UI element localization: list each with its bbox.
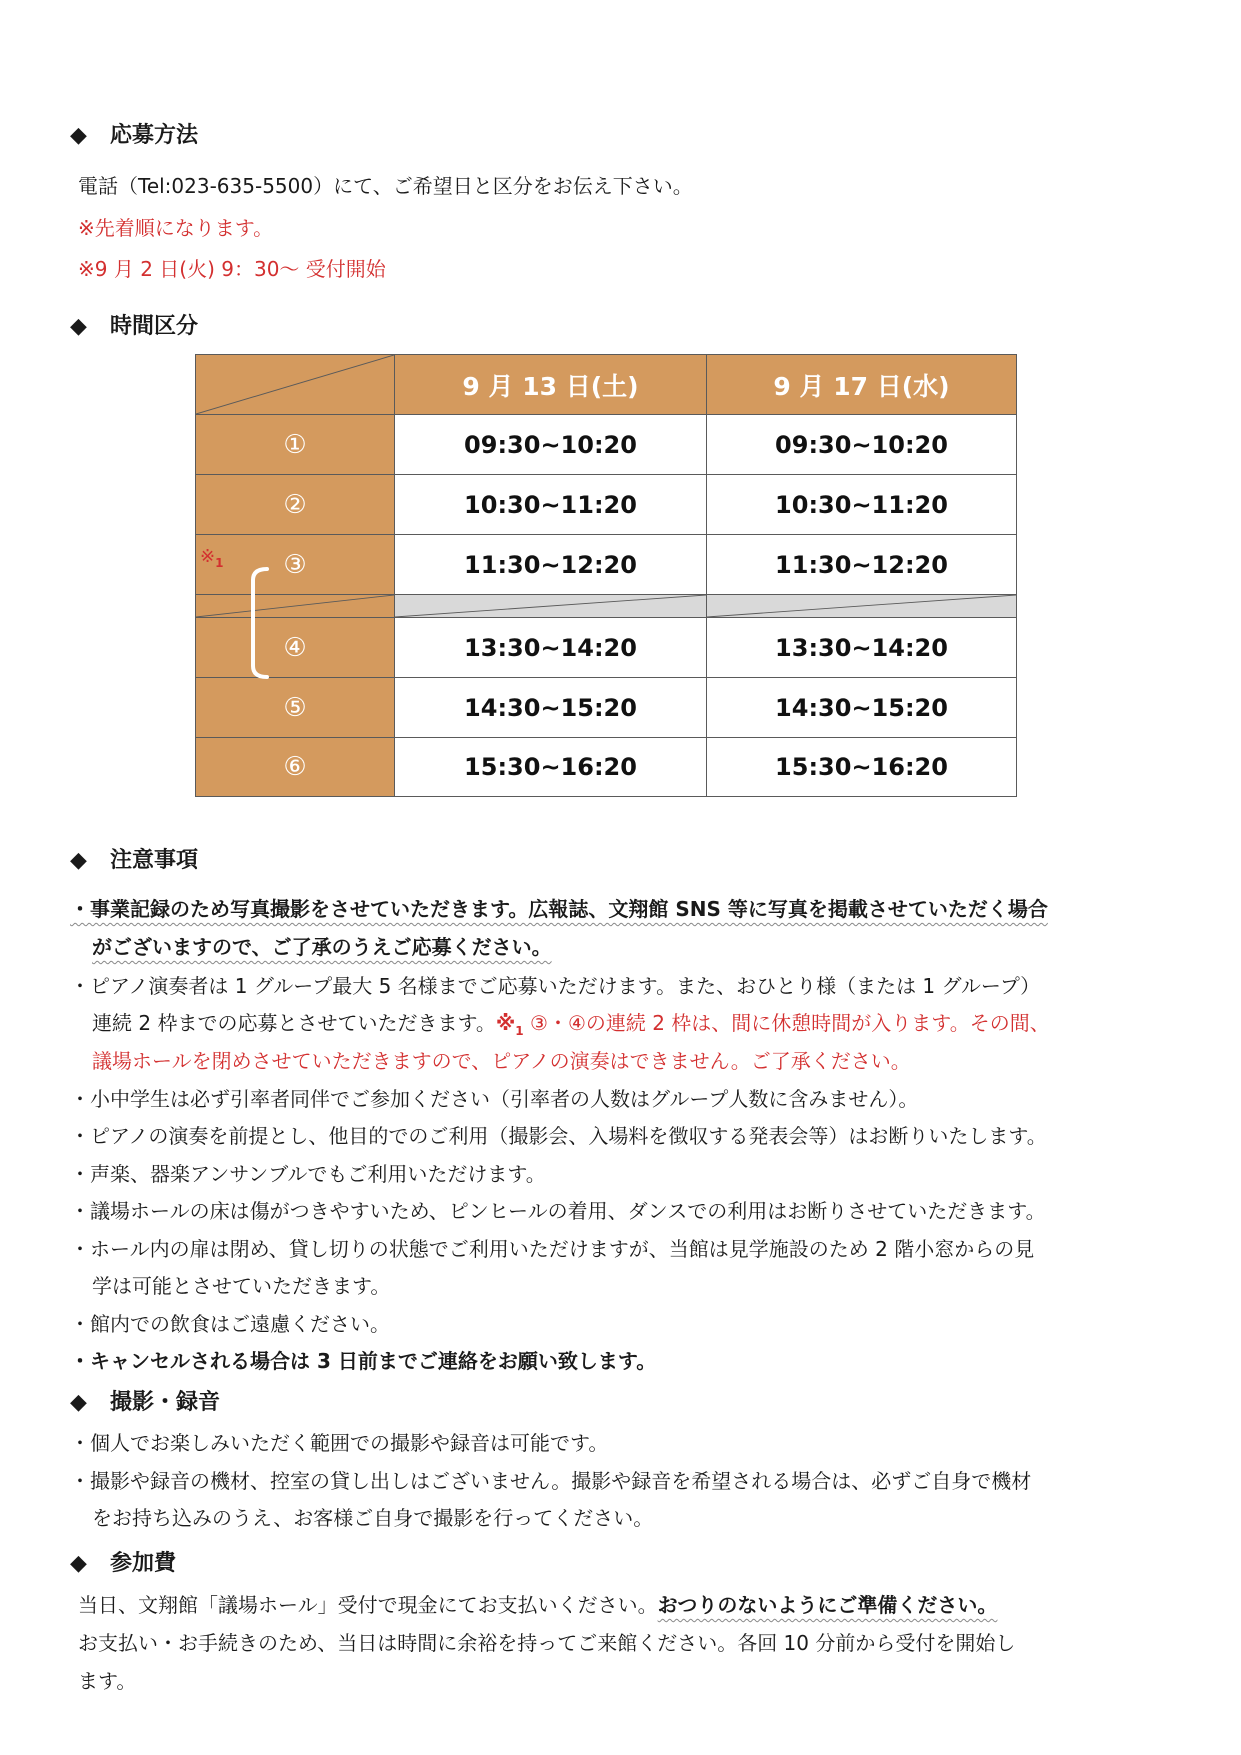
slot-label: ⑥ [195,737,395,797]
time-cell: 11:30~12:20 [706,534,1017,595]
column-header-date-2: 9 月 17 日(水) [706,354,1017,415]
time-cell: 09:30~10:20 [706,414,1017,475]
note-9: ・キャンセルされる場合は 3 日前までご連絡をお願い致します。 [70,1349,657,1373]
break-cell [195,594,395,618]
note-2b-mark-sub: 1 [515,1024,524,1038]
time-slots-heading: 時間区分 [110,314,199,339]
note-2b-mark: ※ [495,1011,516,1035]
slot-label: ② [195,474,395,535]
table-corner-cell [195,354,395,415]
diamond-icon: ◆ [70,1390,87,1415]
recording-1: ・個人でお楽しみいただく範囲での撮影や録音は可能です。 [70,1431,609,1455]
application-line3: ※9 月 2 日(火) 9：30～ 受付開始 [78,257,386,281]
note-mark-symbol: ※ [200,546,216,567]
break-cell [706,594,1017,618]
time-cell: 13:30~14:20 [706,617,1017,678]
note-5: ・声楽、器楽アンサンブルでもご利用いただけます。 [70,1162,546,1186]
note-4: ・ピアノの演奏を前提とし、他目的でのご利用（撮影会、入場料を徴収する発表会等）はお断りいたします。 [70,1124,1047,1148]
fee-1 [78,1589,997,1618]
diamond-icon: ◆ [70,123,87,148]
recording-2b: をお持ち込みのうえ、お客様ご自身で撮影を行ってください。 [92,1506,654,1530]
time-cell: 10:30~11:20 [706,474,1017,535]
diamond-icon: ◆ [70,848,87,873]
bracket-icon [245,566,271,680]
time-cell: 14:30~15:20 [394,677,707,738]
time-cell: 15:30~16:20 [394,737,707,797]
recording-2a: ・撮影や録音の機材、控室の貸し出しはございません。撮影や録音を希望される場合は、必ずご自身で機材 [70,1469,1032,1493]
fee-2: お支払い・お手続きのため、当日は時間に余裕を持ってご来館ください。各回 10 分前から受付を開始し [78,1631,1016,1655]
diamond-icon: ◆ [70,1551,87,1576]
note-7b: 学は可能とさせていただきます。 [92,1274,391,1298]
time-cell: 13:30~14:20 [394,617,707,678]
slot-label: ④ [195,617,395,678]
slot-label: ① [195,414,395,475]
schedule-table [195,354,1017,797]
slot-label: ③ [195,534,395,595]
note-3: ・小中学生は必ず引率者同伴でご参加ください（引率者の人数はグループ人数に含みません）。 [70,1087,919,1111]
time-cell: 15:30~16:20 [706,737,1017,797]
recording-heading: 撮影・録音 [110,1390,221,1415]
break-cell [394,594,707,618]
fee-heading: 参加費 [110,1551,177,1576]
note-7a: ・ホール内の扉は閉め、貸し切りの状態でご利用いただけますが、当館は見学施設のため 2 階小窓からの見 [70,1237,1035,1261]
time-cell: 14:30~15:20 [706,677,1017,738]
time-cell: 10:30~11:20 [394,474,707,535]
application-line1: 電話（Tel:023-635-5500）にて、ご希望日と区分をお伝え下さい。 [78,174,693,198]
slot-label: ⑤ [195,677,395,738]
note-2b-text: 連続 2 枠までの応募とさせていただきます。 [92,1011,496,1035]
application-heading: 応募方法 [110,123,199,148]
fee-1-bold: おつりのないようにご準備ください。 [657,1593,998,1617]
section-heading-fee [70,1546,176,1577]
notes-heading: 注意事項 [110,848,199,873]
application-line2: ※先着順になります。 [78,216,274,240]
note-2a: ・ピアノ演奏者は 1 グループ最大 5 名様までご応募いただけます。また、おひとり様（または 1 グループ） [70,974,1041,998]
fee-3: ます。 [78,1669,137,1693]
fee-1-text: 当日、文翔館「議場ホール」受付で現金にてお支払いください。 [78,1593,658,1617]
note-mark [200,546,224,570]
time-cell: 09:30~10:20 [394,414,707,475]
column-header-date-1: 9 月 13 日(土) [394,354,707,415]
note-1b: がございますので、ご了承のうえご応募ください。 [92,935,552,959]
note-2b-red: ③・④の連続 2 枠は、間に休憩時間が入ります。その間、 [523,1011,1050,1035]
note-8: ・館内での飲食はご遠慮ください。 [70,1312,390,1336]
section-heading-notes [70,843,198,874]
note-2c: 議場ホールを閉めさせていただきますので、ピアノの演奏はできません。ご了承ください。 [92,1049,911,1073]
note-mark-sub: 1 [215,556,224,570]
note-6: ・議場ホールの床は傷がつきやすいため、ピンヒールの着用、ダンスでの利用はお断りさせていただきます。 [70,1199,1046,1223]
diamond-icon: ◆ [70,314,87,339]
section-heading-time-slots [70,309,198,340]
time-cell: 11:30~12:20 [394,534,707,595]
section-heading-recording [70,1385,220,1416]
section-heading-application [70,118,198,149]
note-1a: ・事業記録のため写真撮影をさせていただきます。広報誌、文翔館 SNS 等に写真を掲載させていただく場合 [70,897,1048,921]
note-2b [92,1007,1050,1036]
